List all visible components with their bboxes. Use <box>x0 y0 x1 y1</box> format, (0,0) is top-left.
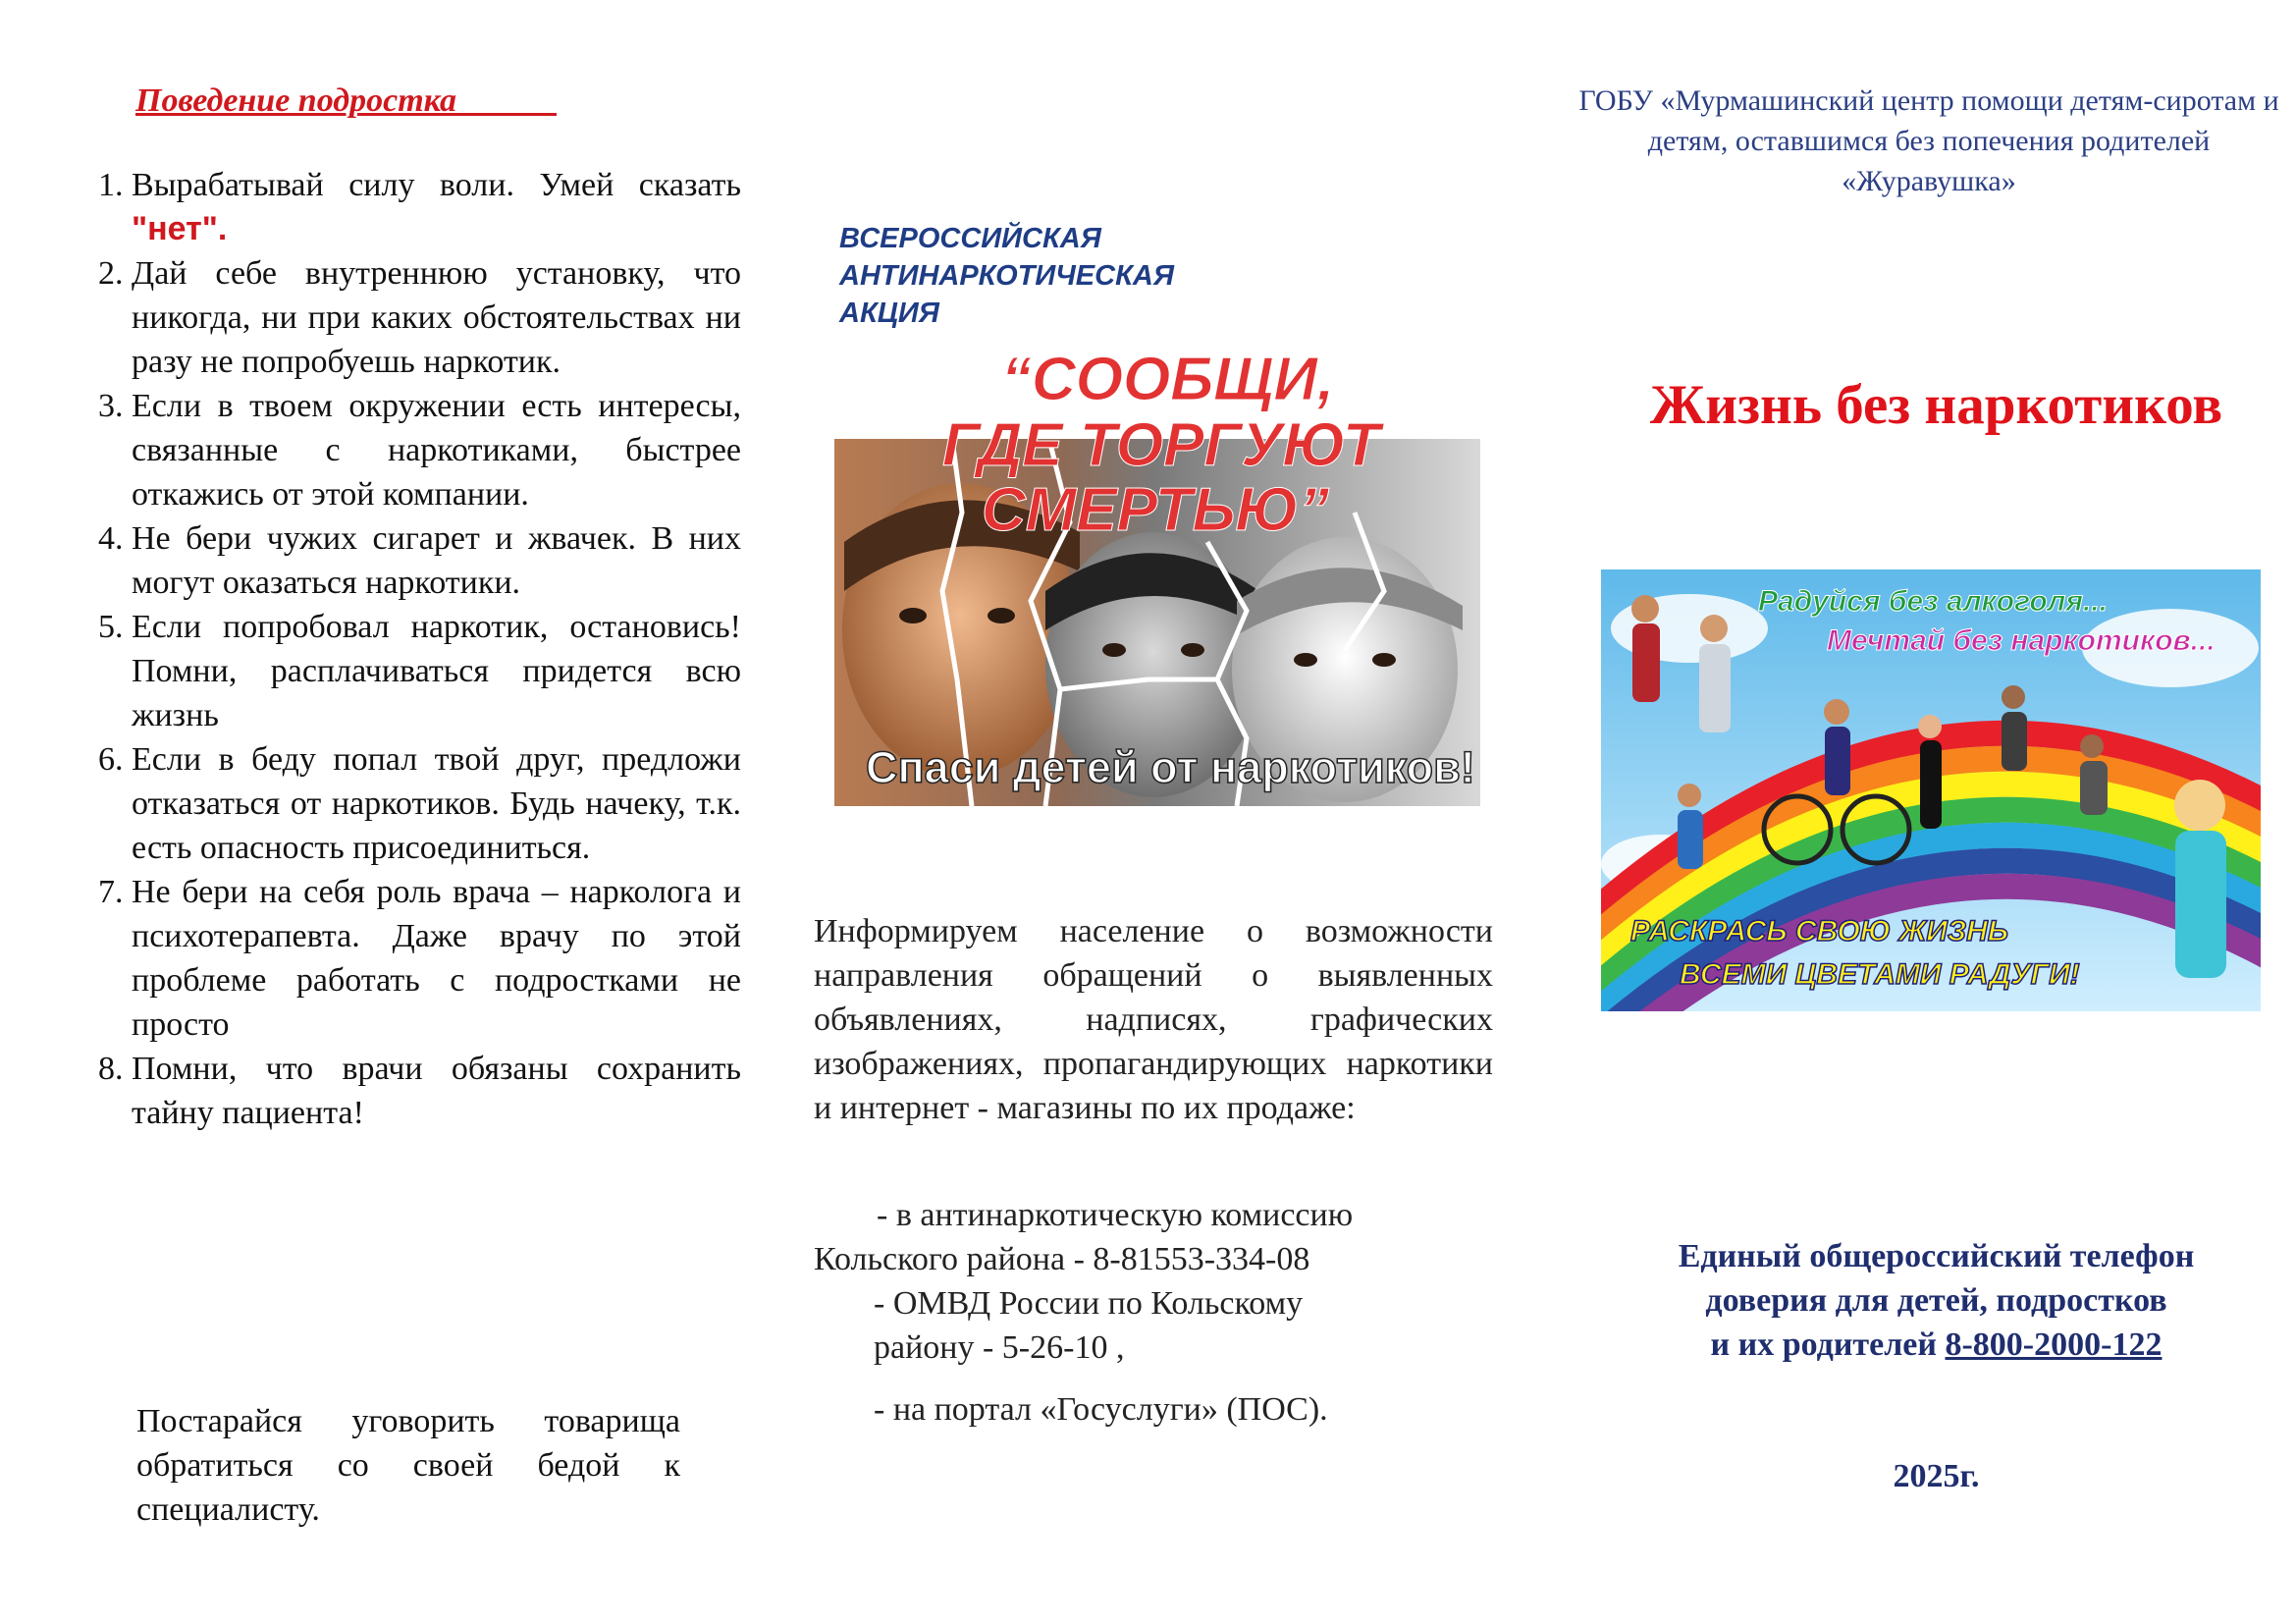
rainbow-top-line-2: Мечтай без наркотиков... <box>1827 624 2216 657</box>
rainbow-bottom-line-1: РАСКРАСЬ СВОЮ ЖИЗНЬ <box>1630 915 2009 947</box>
poster-line-1: ВСЕРОССИЙСКАЯ <box>839 223 1101 254</box>
list-item: 5. Если попробовал наркотик, остановись! Помни, расплачиваться придется всю жизнь <box>132 605 741 737</box>
contact-commission: - в антинаркотическую комиссию <box>877 1197 1354 1233</box>
hotline-phone-number[interactable]: 8-800-2000-122 <box>1945 1326 2163 1363</box>
closing-advice: Постарайся уговорить товарища обратиться со своей бедой к специалисту. <box>136 1403 680 1528</box>
year-label: 2025г. <box>1893 1458 1980 1494</box>
slogan-line-3: СМЕРТЬЮ” <box>982 476 1330 544</box>
info-paragraph: Информируем население о возможности направления обращений о выявленных объявлениях, надписях, графических изображениях, пропагандирующих наркотики и интернет - магазины по их продаже: <box>814 913 1493 1126</box>
rainbow-poster <box>1601 569 2261 1011</box>
list-item: 3. Если в твоем окружении есть интересы, связанные с наркотиками, быстрее откажись от этой компании. <box>132 384 741 516</box>
slogan-line-2: ГДЕ ТОРГУЮТ <box>942 411 1380 479</box>
list-item: 2. Дай себе внутреннюю установку, что никогда, ни при каких обстоятельствах ни разу не попробуешь наркотик. <box>132 251 741 384</box>
hotline-line-1: Единый общероссийский телефон <box>1678 1238 2195 1274</box>
contact-police: - ОМВД России по Кольскому <box>874 1285 1304 1322</box>
hotline-block <box>1590 1234 2282 1367</box>
highlight-no: "нет". <box>132 210 228 247</box>
contact-police-phone: району - 5-26-10 , <box>874 1329 1125 1366</box>
rainbow-top-line-1: Радуйся без алкоголя... <box>1758 585 2109 618</box>
poster-line-2: АНТИНАРКОТИЧЕСКАЯ <box>839 260 1174 292</box>
section-title: Поведение подростка______ <box>135 82 558 119</box>
list-item: 8. Помни, что врачи обязаны сохранить тайну пациента! <box>132 1047 741 1135</box>
list-item: 4. Не бери чужих сигарет и жвачек. В них могут оказаться наркотики. <box>132 516 741 605</box>
slogan-line-1: “СООБЩИ, <box>1001 346 1335 413</box>
campaign-poster <box>834 218 1480 806</box>
hotline-line-2: доверия для детей, подростков <box>1705 1282 2167 1319</box>
hotline-line-3: и их родителей 8-800-2000-122 <box>1710 1326 2163 1363</box>
contact-gosuslugi: - на портал «Госуслуги» (ПОС). <box>874 1391 1328 1428</box>
poster-bottom-caption: Спаси детей от наркотиков! <box>866 742 1475 792</box>
list-item: 6. Если в беду попал твой друг, предложи отказаться от наркотиков. Будь начеку, т.к. есть опасность присоединиться. <box>132 737 741 870</box>
tips-list <box>71 163 741 1135</box>
list-item: 7. Не бери на себя роль врача – нарколога и психотерапевта. Даже врачу по этой проблеме работать с подростками не просто <box>132 870 741 1047</box>
main-heading: Жизнь без наркотиков <box>1649 374 2223 436</box>
contact-commission-phone: Кольского района - 8-81553-334-08 <box>814 1241 1310 1277</box>
organization-name: ГОБУ «Мурмашинский центр помощи детям-сиротам и детям, оставшимся без попечения родителей «Журавушка» <box>1578 84 2279 197</box>
rainbow-bottom-line-2: ВСЕМИ ЦВЕТАМИ РАДУГИ! <box>1680 958 2080 991</box>
poster-line-3: АКЦИЯ <box>839 298 939 329</box>
list-item: 1. Вырабатывай силу воли. Умей сказать "нет". <box>132 163 741 251</box>
